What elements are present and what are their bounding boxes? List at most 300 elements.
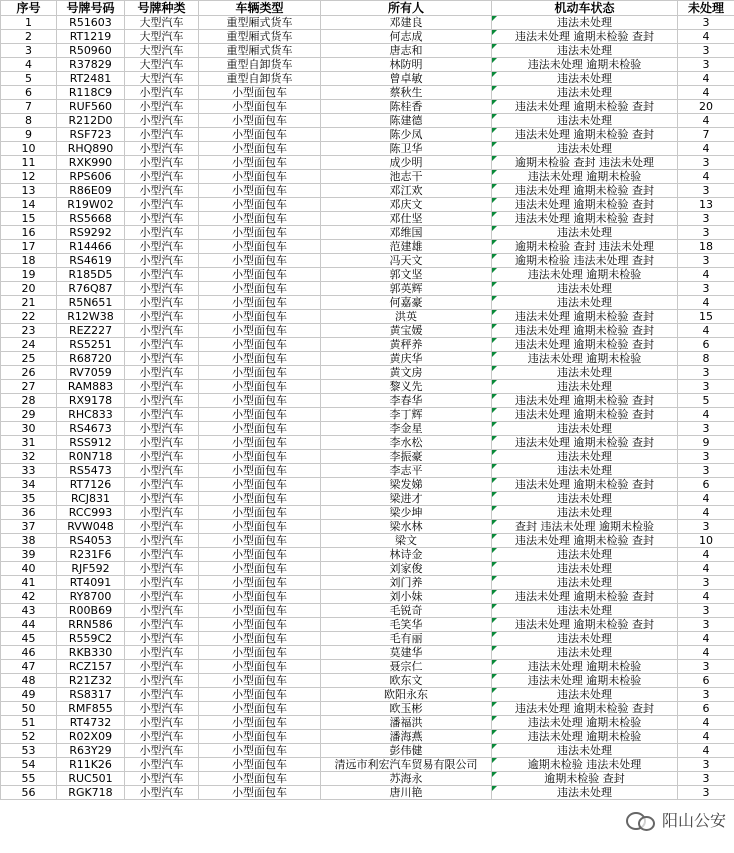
cell-vehicle-status: 违法未处理 逾期未检验 查封 [492, 702, 678, 716]
cell-owner: 唐志和 [321, 44, 492, 58]
cell-vehicle-type: 小型面包车 [199, 86, 321, 100]
table-row [1, 44, 734, 58]
cell-owner: 成少明 [321, 156, 492, 170]
cell-vehicle-status: 违法未处理 逾期未检验 查封 [492, 534, 678, 548]
cell-vehicle-type: 小型面包车 [199, 478, 321, 492]
cell-index: 35 [1, 492, 57, 506]
cell-index: 2 [1, 30, 57, 44]
cell-plate-type: 小型汽车 [125, 478, 199, 492]
table-row [1, 422, 734, 436]
cell-vehicle-status: 违法未处理 [492, 86, 678, 100]
cell-plate-type: 大型汽车 [125, 44, 199, 58]
cell-plate-number: RS5668 [57, 212, 125, 226]
cell-vehicle-status: 违法未处理 [492, 506, 678, 520]
cell-owner: 李金星 [321, 422, 492, 436]
cell-plate-type: 小型汽车 [125, 744, 199, 758]
header-vehicle-type: 车辆类型 [199, 1, 321, 16]
cell-vehicle-status: 违法未处理 逾期未检验 [492, 352, 678, 366]
cell-vehicle-type: 小型面包车 [199, 758, 321, 772]
cell-index: 1 [1, 16, 57, 30]
cell-owner: 彭伟健 [321, 744, 492, 758]
cell-owner: 曾卓敏 [321, 72, 492, 86]
cell-vehicle-type: 重型自卸货车 [199, 72, 321, 86]
cell-plate-number: R118C9 [57, 86, 125, 100]
cell-vehicle-type: 小型面包车 [199, 226, 321, 240]
cell-plate-type: 小型汽车 [125, 632, 199, 646]
cell-vehicle-status: 违法未处理 [492, 296, 678, 310]
cell-vehicle-status: 违法未处理 [492, 422, 678, 436]
cell-owner: 陈卫华 [321, 142, 492, 156]
cell-unprocessed: 4 [678, 268, 734, 282]
cell-unprocessed: 18 [678, 240, 734, 254]
cell-unprocessed: 4 [678, 170, 734, 184]
cell-owner: 何志成 [321, 30, 492, 44]
cell-unprocessed: 4 [678, 632, 734, 646]
cell-plate-type: 小型汽车 [125, 646, 199, 660]
cell-plate-number: RSS912 [57, 436, 125, 450]
cell-owner: 梁进才 [321, 492, 492, 506]
table-row [1, 576, 734, 590]
cell-vehicle-type: 小型面包车 [199, 716, 321, 730]
table-row [1, 310, 734, 324]
cell-owner: 欧玉彬 [321, 702, 492, 716]
cell-owner: 欧阳永东 [321, 688, 492, 702]
cell-vehicle-type: 小型面包车 [199, 618, 321, 632]
cell-plate-number: RPS606 [57, 170, 125, 184]
cell-plate-number: RCC993 [57, 506, 125, 520]
cell-vehicle-type: 小型面包车 [199, 646, 321, 660]
cell-plate-number: R0N718 [57, 450, 125, 464]
cell-plate-type: 小型汽车 [125, 464, 199, 478]
cell-plate-number: R559C2 [57, 632, 125, 646]
cell-unprocessed: 15 [678, 310, 734, 324]
cell-plate-type: 小型汽车 [125, 198, 199, 212]
cell-owner: 莫建华 [321, 646, 492, 660]
cell-unprocessed: 4 [678, 590, 734, 604]
cell-unprocessed: 20 [678, 100, 734, 114]
cell-plate-type: 小型汽车 [125, 674, 199, 688]
cell-unprocessed: 3 [678, 16, 734, 30]
cell-vehicle-status: 违法未处理 [492, 744, 678, 758]
cell-vehicle-status: 查封 违法未处理 逾期未检验 [492, 520, 678, 534]
cell-plate-type: 小型汽车 [125, 380, 199, 394]
cell-vehicle-status: 违法未处理 [492, 632, 678, 646]
cell-owner: 邓仕坚 [321, 212, 492, 226]
cell-index: 3 [1, 44, 57, 58]
cell-plate-type: 小型汽车 [125, 688, 199, 702]
cell-plate-number: R63Y29 [57, 744, 125, 758]
cell-vehicle-status: 违法未处理 [492, 44, 678, 58]
table-row [1, 128, 734, 142]
cell-vehicle-status: 违法未处理 逾期未检验 [492, 730, 678, 744]
cell-unprocessed: 4 [678, 86, 734, 100]
cell-owner: 毛有丽 [321, 632, 492, 646]
table-row [1, 548, 734, 562]
cell-plate-number: RT7126 [57, 478, 125, 492]
cell-plate-number: R76Q87 [57, 282, 125, 296]
header-index: 序号 [1, 1, 57, 16]
cell-index: 21 [1, 296, 57, 310]
cell-owner: 李春华 [321, 394, 492, 408]
cell-plate-type: 小型汽车 [125, 282, 199, 296]
table-row [1, 688, 734, 702]
cell-index: 40 [1, 562, 57, 576]
cell-plate-type: 小型汽车 [125, 506, 199, 520]
cell-plate-type: 小型汽车 [125, 128, 199, 142]
cell-vehicle-status: 违法未处理 [492, 688, 678, 702]
cell-owner: 陈建德 [321, 114, 492, 128]
cell-owner: 黄秤养 [321, 338, 492, 352]
cell-vehicle-type: 小型面包车 [199, 282, 321, 296]
cell-unprocessed: 9 [678, 436, 734, 450]
wechat-icon [626, 809, 656, 831]
cell-plate-number: RT2481 [57, 72, 125, 86]
cell-vehicle-type: 小型面包车 [199, 268, 321, 282]
cell-plate-number: RUF560 [57, 100, 125, 114]
cell-unprocessed: 4 [678, 548, 734, 562]
cell-plate-type: 小型汽车 [125, 338, 199, 352]
cell-vehicle-status: 违法未处理 逾期未检验 查封 [492, 408, 678, 422]
cell-owner: 池志干 [321, 170, 492, 184]
cell-plate-number: RCJ831 [57, 492, 125, 506]
table-row [1, 100, 734, 114]
cell-owner: 何嘉豪 [321, 296, 492, 310]
table-row [1, 114, 734, 128]
cell-index: 10 [1, 142, 57, 156]
cell-unprocessed: 4 [678, 72, 734, 86]
cell-owner: 黄庆华 [321, 352, 492, 366]
cell-plate-type: 大型汽车 [125, 72, 199, 86]
table-row [1, 156, 734, 170]
cell-index: 26 [1, 366, 57, 380]
cell-vehicle-status: 违法未处理 逾期未检验 [492, 268, 678, 282]
cell-index: 30 [1, 422, 57, 436]
cell-unprocessed: 3 [678, 772, 734, 786]
table-row [1, 198, 734, 212]
table-row [1, 618, 734, 632]
cell-plate-type: 小型汽车 [125, 86, 199, 100]
cell-plate-number: RS4673 [57, 422, 125, 436]
watermark-text: 阳山公安 [661, 811, 726, 830]
cell-index: 17 [1, 240, 57, 254]
cell-index: 36 [1, 506, 57, 520]
cell-vehicle-status: 违法未处理 逾期未检验 查封 [492, 100, 678, 114]
cell-unprocessed: 4 [678, 744, 734, 758]
cell-vehicle-type: 小型面包车 [199, 338, 321, 352]
cell-unprocessed: 3 [678, 184, 734, 198]
cell-unprocessed: 5 [678, 394, 734, 408]
cell-vehicle-status: 逾期未检验 查封 违法未处理 [492, 156, 678, 170]
cell-owner: 郭文坚 [321, 268, 492, 282]
cell-unprocessed: 4 [678, 646, 734, 660]
cell-owner: 李丁辉 [321, 408, 492, 422]
cell-plate-type: 小型汽车 [125, 184, 199, 198]
cell-owner: 梁水林 [321, 520, 492, 534]
cell-plate-number: RRN586 [57, 618, 125, 632]
cell-vehicle-type: 小型面包车 [199, 660, 321, 674]
table-row [1, 324, 734, 338]
cell-plate-type: 小型汽车 [125, 786, 199, 800]
cell-plate-type: 大型汽车 [125, 16, 199, 30]
cell-owner: 范建雄 [321, 240, 492, 254]
cell-vehicle-type: 小型面包车 [199, 366, 321, 380]
cell-vehicle-status: 违法未处理 逾期未检验 查封 [492, 338, 678, 352]
cell-vehicle-type: 小型面包车 [199, 254, 321, 268]
cell-vehicle-status: 违法未处理 逾期未检验 查封 [492, 618, 678, 632]
cell-index: 19 [1, 268, 57, 282]
cell-unprocessed: 4 [678, 506, 734, 520]
cell-vehicle-type: 小型面包车 [199, 142, 321, 156]
table-row [1, 268, 734, 282]
cell-index: 7 [1, 100, 57, 114]
cell-plate-number: RCZ157 [57, 660, 125, 674]
header-plate-type: 号牌种类 [125, 1, 199, 16]
cell-plate-number: R68720 [57, 352, 125, 366]
cell-vehicle-status: 违法未处理 [492, 16, 678, 30]
cell-owner: 洪英 [321, 310, 492, 324]
table-row [1, 408, 734, 422]
cell-vehicle-status: 违法未处理 逾期未检验 查封 [492, 478, 678, 492]
cell-plate-type: 小型汽车 [125, 520, 199, 534]
cell-vehicle-status: 违法未处理 [492, 450, 678, 464]
cell-plate-type: 小型汽车 [125, 324, 199, 338]
table-row [1, 394, 734, 408]
cell-plate-number: RGK718 [57, 786, 125, 800]
cell-vehicle-status: 违法未处理 [492, 142, 678, 156]
cell-unprocessed: 3 [678, 450, 734, 464]
cell-owner: 唐川艳 [321, 786, 492, 800]
cell-owner: 黎义先 [321, 380, 492, 394]
header-row [1, 1, 734, 16]
cell-vehicle-status: 违法未处理 [492, 380, 678, 394]
cell-plate-type: 小型汽车 [125, 702, 199, 716]
cell-plate-number: R00B69 [57, 604, 125, 618]
cell-plate-type: 小型汽车 [125, 450, 199, 464]
cell-vehicle-type: 小型面包车 [199, 562, 321, 576]
cell-unprocessed: 3 [678, 156, 734, 170]
cell-vehicle-type: 小型面包车 [199, 604, 321, 618]
cell-index: 8 [1, 114, 57, 128]
cell-index: 48 [1, 674, 57, 688]
table-row [1, 352, 734, 366]
cell-unprocessed: 3 [678, 576, 734, 590]
cell-plate-number: R21Z32 [57, 674, 125, 688]
cell-vehicle-status: 违法未处理 [492, 786, 678, 800]
cell-owner: 陈少凤 [321, 128, 492, 142]
cell-vehicle-type: 小型面包车 [199, 520, 321, 534]
table-row [1, 142, 734, 156]
cell-plate-number: RT4091 [57, 576, 125, 590]
cell-plate-type: 小型汽车 [125, 590, 199, 604]
cell-index: 14 [1, 198, 57, 212]
cell-owner: 邓建良 [321, 16, 492, 30]
cell-unprocessed: 3 [678, 520, 734, 534]
cell-unprocessed: 4 [678, 492, 734, 506]
cell-vehicle-type: 小型面包车 [199, 156, 321, 170]
cell-vehicle-type: 小型面包车 [199, 100, 321, 114]
cell-plate-type: 小型汽车 [125, 142, 199, 156]
cell-plate-type: 小型汽车 [125, 226, 199, 240]
cell-vehicle-status: 违法未处理 [492, 366, 678, 380]
cell-plate-number: R19W02 [57, 198, 125, 212]
cell-plate-type: 小型汽车 [125, 492, 199, 506]
cell-plate-number: R212D0 [57, 114, 125, 128]
cell-plate-type: 小型汽车 [125, 114, 199, 128]
cell-plate-number: RS5473 [57, 464, 125, 478]
cell-plate-number: RV7059 [57, 366, 125, 380]
cell-vehicle-type: 小型面包车 [199, 590, 321, 604]
header-unprocessed: 未处理 [678, 1, 734, 16]
cell-unprocessed: 7 [678, 128, 734, 142]
table-row [1, 338, 734, 352]
table-row [1, 380, 734, 394]
cell-unprocessed: 3 [678, 380, 734, 394]
cell-owner: 梁发娣 [321, 478, 492, 492]
cell-plate-type: 小型汽车 [125, 156, 199, 170]
cell-vehicle-type: 小型面包车 [199, 408, 321, 422]
cell-index: 51 [1, 716, 57, 730]
table-row [1, 660, 734, 674]
table-row [1, 254, 734, 268]
cell-vehicle-type: 小型面包车 [199, 576, 321, 590]
cell-vehicle-status: 逾期未检验 查封 [492, 772, 678, 786]
header-plate-number: 号牌号码 [57, 1, 125, 16]
cell-owner: 邓庆文 [321, 198, 492, 212]
cell-plate-number: RT4732 [57, 716, 125, 730]
cell-unprocessed: 3 [678, 786, 734, 800]
watermark [622, 806, 730, 833]
cell-vehicle-status: 逾期未检验 查封 违法未处理 [492, 240, 678, 254]
cell-index: 46 [1, 646, 57, 660]
cell-vehicle-type: 小型面包车 [199, 212, 321, 226]
cell-vehicle-type: 小型面包车 [199, 198, 321, 212]
cell-plate-number: RAM883 [57, 380, 125, 394]
cell-owner: 陈桂香 [321, 100, 492, 114]
cell-plate-number: RY8700 [57, 590, 125, 604]
table-row [1, 226, 734, 240]
cell-owner: 清远市利宏汽车贸易有限公司 [321, 758, 492, 772]
cell-vehicle-status: 违法未处理 [492, 464, 678, 478]
cell-vehicle-type: 小型面包车 [199, 548, 321, 562]
cell-owner: 聂宗仁 [321, 660, 492, 674]
cell-vehicle-status: 违法未处理 [492, 226, 678, 240]
cell-vehicle-type: 小型面包车 [199, 464, 321, 478]
cell-index: 13 [1, 184, 57, 198]
cell-index: 45 [1, 632, 57, 646]
cell-owner: 毛笑华 [321, 618, 492, 632]
cell-vehicle-status: 违法未处理 [492, 114, 678, 128]
cell-plate-number: RS5251 [57, 338, 125, 352]
cell-plate-type: 小型汽车 [125, 254, 199, 268]
table-row [1, 436, 734, 450]
cell-owner: 欧东文 [321, 674, 492, 688]
cell-vehicle-type: 重型厢式货车 [199, 30, 321, 44]
cell-index: 39 [1, 548, 57, 562]
cell-plate-type: 小型汽车 [125, 548, 199, 562]
cell-vehicle-type: 重型自卸货车 [199, 58, 321, 72]
cell-unprocessed: 3 [678, 366, 734, 380]
cell-plate-number: R11K26 [57, 758, 125, 772]
cell-plate-number: RX9178 [57, 394, 125, 408]
table-row [1, 72, 734, 86]
cell-index: 52 [1, 730, 57, 744]
cell-index: 6 [1, 86, 57, 100]
table-row [1, 758, 734, 772]
cell-index: 37 [1, 520, 57, 534]
cell-plate-type: 小型汽车 [125, 408, 199, 422]
cell-unprocessed: 3 [678, 212, 734, 226]
cell-plate-number: RT1219 [57, 30, 125, 44]
cell-plate-number: RS8317 [57, 688, 125, 702]
table-row [1, 212, 734, 226]
cell-vehicle-status: 违法未处理 逾期未检验 查封 [492, 324, 678, 338]
cell-index: 29 [1, 408, 57, 422]
table-row [1, 520, 734, 534]
table-row [1, 58, 734, 72]
cell-owner: 黄宝媛 [321, 324, 492, 338]
cell-plate-number: R185D5 [57, 268, 125, 282]
cell-index: 9 [1, 128, 57, 142]
cell-plate-number: R12W38 [57, 310, 125, 324]
cell-vehicle-type: 小型面包车 [199, 240, 321, 254]
cell-plate-type: 小型汽车 [125, 562, 199, 576]
cell-vehicle-type: 重型厢式货车 [199, 16, 321, 30]
cell-plate-number: RXK990 [57, 156, 125, 170]
cell-plate-type: 小型汽车 [125, 758, 199, 772]
cell-vehicle-type: 小型面包车 [199, 380, 321, 394]
cell-vehicle-status: 违法未处理 [492, 282, 678, 296]
table-row [1, 184, 734, 198]
cell-unprocessed: 4 [678, 730, 734, 744]
cell-vehicle-status: 违法未处理 逾期未检验 [492, 660, 678, 674]
cell-plate-number: RMF855 [57, 702, 125, 716]
cell-unprocessed: 4 [678, 324, 734, 338]
cell-vehicle-status: 违法未处理 逾期未检验 查封 [492, 128, 678, 142]
table-row [1, 646, 734, 660]
table-row [1, 786, 734, 800]
cell-owner: 邓维国 [321, 226, 492, 240]
cell-index: 11 [1, 156, 57, 170]
cell-vehicle-type: 小型面包车 [199, 688, 321, 702]
table-row [1, 562, 734, 576]
cell-vehicle-status: 违法未处理 逾期未检验 查封 [492, 590, 678, 604]
cell-vehicle-status: 违法未处理 [492, 576, 678, 590]
cell-plate-number: RHQ890 [57, 142, 125, 156]
cell-owner: 蔡秋生 [321, 86, 492, 100]
cell-index: 56 [1, 786, 57, 800]
cell-unprocessed: 3 [678, 44, 734, 58]
cell-vehicle-type: 重型厢式货车 [199, 44, 321, 58]
cell-index: 4 [1, 58, 57, 72]
cell-owner: 刘小妹 [321, 590, 492, 604]
cell-unprocessed: 6 [678, 478, 734, 492]
cell-index: 53 [1, 744, 57, 758]
cell-owner: 林诗金 [321, 548, 492, 562]
table-row [1, 16, 734, 30]
cell-plate-number: R86E09 [57, 184, 125, 198]
table-row [1, 282, 734, 296]
cell-vehicle-status: 违法未处理 逾期未检验 查封 [492, 212, 678, 226]
cell-owner: 黄文房 [321, 366, 492, 380]
cell-owner: 李水松 [321, 436, 492, 450]
cell-index: 38 [1, 534, 57, 548]
cell-vehicle-status: 违法未处理 [492, 72, 678, 86]
cell-vehicle-type: 小型面包车 [199, 436, 321, 450]
table-row [1, 86, 734, 100]
cell-plate-number: R02X09 [57, 730, 125, 744]
cell-vehicle-type: 小型面包车 [199, 492, 321, 506]
table-row [1, 240, 734, 254]
